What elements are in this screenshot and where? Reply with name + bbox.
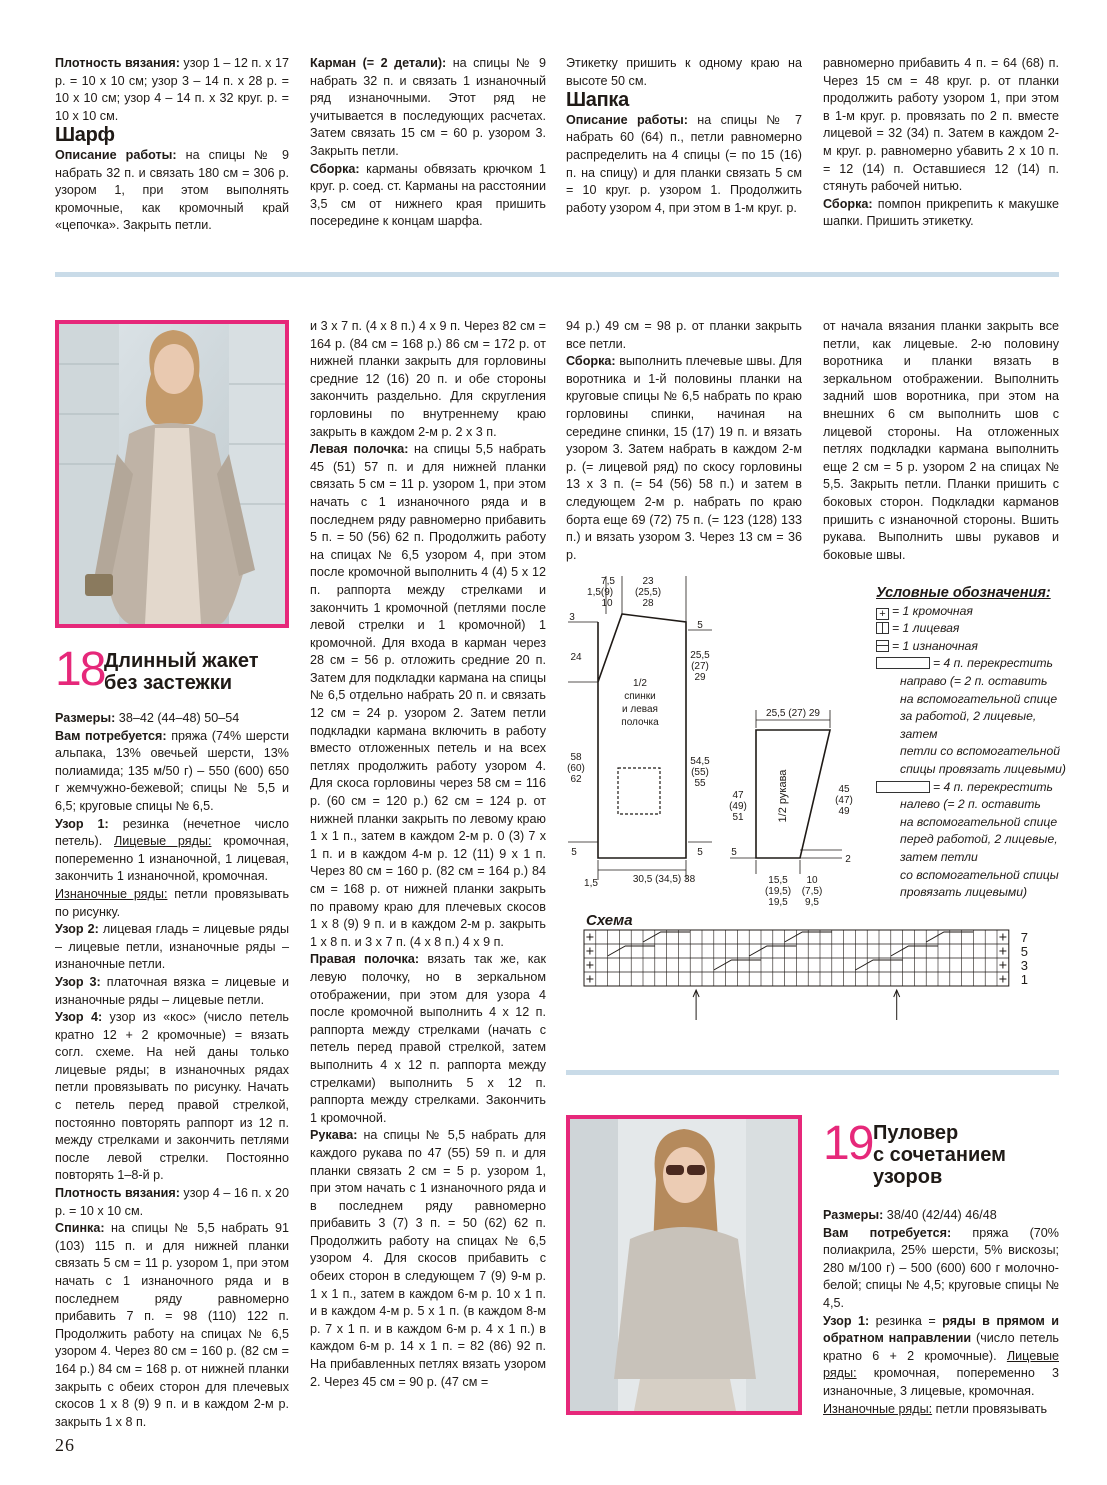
stitch2-label: Узор 2: [55,922,99,937]
label-text: Этикетку пришить к одному краю на высоте 50 см. [566,56,802,88]
lbl-15a: 1,5 [587,587,601,598]
sleeve-b6: 9,5 [805,897,819,908]
p18-density-label: Плотность вязания: [55,1186,180,1201]
legend-text-8: спицы провязать лицевыми) [900,761,1066,776]
legend-text-11: на вспомогательной спице [900,814,1058,829]
pattern-number-18: 18 [55,643,105,696]
pattern-18-title-line1: Длинный жакет [104,650,259,672]
p19-materials-label: Вам потребуется: [823,1225,952,1240]
lbl-29: 29 [694,672,706,683]
stitch1-rs-text: кромочная, попеременно 1 изнаночной, 1 лицевая, закончить 1 изнаночной, кромочная. [55,834,289,884]
p19-rs-label: Лицевые ряды: [823,1348,1059,1381]
chart-row-label: 1 [1020,972,1029,987]
sleeve-5: 5 [731,847,737,858]
pocket-text: на спицы № 9 набрать 32 п. и связать 1 изнаночный ряд изнаночными. Этот ряд не учитывается в последующих расчетах. Затем связать 15 см = 60 р. узором 3. Закрыть петли. [310,56,546,158]
edge-stitch-icon: + [876,608,889,620]
lbl-75: 7,5 [601,576,615,587]
sleeve-center-label: 1/2 рукава [777,769,789,823]
back-text: на спицы № 5,5 набрать 91 (103) 115 п. и для нижней планки связать 5 см = 11 р. узором 1, при этом начать с 1 изнаночного ряда и в последнем ряду равномерно прибавить 7 п. = 98 (110) 122 п. Продолжить работу на спицах № 6,5 узором 4. Через 80 см = 160 р. (82 см = 164 р.) 84 см = 168 р. от нижней планки закрыть с обеих сторон для плечевых скосов 1 х 8 (9) 9 п. и в каждом 2-м р. закрыть 1 х 8 п. [55,1221,289,1429]
stitch3-label: Узор 3: [55,974,101,989]
p19-stitch1-text2: (число петель кратно 6 + 2 кромочные). [823,1331,1059,1363]
stitch1-label: Узор 1: [55,816,109,831]
stitch1-ws-text: петли провязывать по рисунку. [55,886,290,919]
purl-stitch-icon [876,640,889,652]
sleeve-top-width: 25,5 (27) 29 [766,708,820,719]
chart-title: Схема [586,912,633,929]
top-col-3 [566,55,802,235]
lbl-width: 30,5 (34,5) 38 [632,874,696,885]
sleeve-2: 2 [845,854,851,865]
p19-materials-text: пряжа (70% полиакрила, 25% шерсти, 5% вискозы; 280 м/100 г) – 500 (600) 600 г молочно-белой; спицы № 4,5; круговые спицы № 4,5. [823,1225,1060,1310]
pattern-19-title-line2: с сочетанием [873,1144,1006,1166]
chart-row-label: 7 [1020,930,1029,945]
legend-item-cable-left [876,779,1066,797]
stitch1-ws-label: Изнаночные ряды: [55,886,168,901]
model-image [59,324,285,624]
legend [876,585,1066,902]
stitch4-text: узор из «кос» (число петель кратно 12 + 2 кромочные) = вязать согл. схеме. На ней даны только лицевые ряды; в изнаночных рядах петли провязывать по рисунку. Начать с петель перед правой стрелкой, постоянно повторять раппорт из 12 п. между стрелками и закончить петлями после левой стрелки. Постоянно повторять 1–8-й р. [55,1010,289,1183]
legend-text-1: = 1 лицевая [892,621,960,636]
legend-text-12: перед работой, 2 лицевые, [900,832,1058,847]
stitch1-rs-label: Лицевые ряды: [114,834,212,849]
lbl-5-br: 5 [697,847,703,858]
sleeve-49: (49) [729,801,747,812]
legend-text-7: петли со вспомогательной [900,744,1061,759]
assembly-label: Сборка: [310,161,360,176]
legend-title: Условные обозначения: [876,585,1051,601]
p19-sizes-label: Размеры: [823,1208,884,1222]
lbl-half: 1/2 [633,678,647,689]
lbl-back: спинки [624,691,656,702]
p18-col-4 [823,318,1059,562]
legend-item-cable-right [876,655,1066,673]
lbl-23: 23 [642,576,654,587]
lbl-255a: (25,5) [634,587,662,598]
hat-desc-label: Описание работы: [566,112,688,127]
pattern-19-title-line1: Пуловер [873,1122,959,1144]
legend-text-2: = 1 изнаночная [892,638,978,653]
stitch2-text: лицевая гладь = лицевые ряды – лицевые петли, изнаночные ряды – изнаночные петли. [55,922,289,972]
sizes-label: Размеры: [55,711,116,725]
lbl-55a: (55) [691,767,709,778]
lbl-5-top: 5 [697,620,703,631]
sleeve-49r: 49 [838,806,850,817]
p19-ws-text: петли провязывать [932,1401,1048,1416]
legend-text-9: = 4 п. перекрестить [933,779,1053,794]
sleeve-b3: 19,5 [768,897,788,908]
lbl-24: 24 [570,652,582,663]
p19-col [823,1207,1059,1422]
back-continued-text: и 3 х 7 п. (4 х 8 п.) 4 х 9 п. Через 82 см = 164 р. (84 см = 168 р.) 86 см = 172 р. от нижней планки закрыть для горловины средние 12 (16) 20 п. и обе стороны закончить раздельно. Для скругления горловины по внутреннему краю закрыть в каждом 2-м р. 2 х 3 п. [310,319,546,439]
top-col-2 [310,55,546,235]
cable-right-icon [876,657,930,669]
p18-col-3 [566,318,802,562]
stitch-chart [584,930,1034,1022]
left-front-text: на спицы 5,5 набрать 45 (51) 57 п. и для нижней планки связать 5 см = 11 р. узором 1, при этом начать с 1 изнаночного ряда и в последнем ряду равномерно прибавить 5 п. = 50 (56) 62 п. Продолжить работу на спицах № 6,5 узором 4, при этом после кромочной выполнить 4 (4) 5 х 12 п. раппорта между стрелками и закончить 1 кромочной (петлями после левой стрелки и 1 кромочной) 1 кромочной. Для входа в карман через 28 см = 56 р. отложить средние 20 п. Затем для подкладки кармана на спицы № 6,5 отдельно набрать 20 п. и связать 12 см = 24 р. узором 2. Затем петли подкладки кармана включить в работу вместо отложенных петель и на всех петлях продолжить работу узором 4. Для скоса горловины через 58 см = 116 р. (60 см = 120 р.) 62 см = 124 р. от нижней планки закрыть по левому краю 1 х 1 п., затем в каждом 2-м р. 0 (3) 7 х 1 п. и в каждом 4-м р. 12 (11) 9 х 1 п. Через 80 см = 160 р. (82 см = 164 р.) 84 см = 168 р. от нижней планки закрыть по правому краю для плечевых скосов 1 х 8 (9) 9 п. и в каждом 2-м р. закрыть 1 х 8 п. и 3 х 7 п. (4 х 8 п.) 4 х 9 п. [310,442,546,949]
assembly-text: карманы обвязать крючком 1 круг. р. соед. ст. Карманы на расстоянии 3,5 см от нижнего края пришить посередине к концам шарфа. [310,161,546,229]
lbl-58: 58 [570,752,582,763]
sleeves-text: на спицы № 5,5 набрать для каждого рукава по 47 (55) 59 п. и для планки связать 2 см = 5 р. узором 1, при этом начать с 1 изнаночного ряда и в последнем ряду равномерно прибавить 3 (7) 3 п. = 50 (62) 62 п. Продолжить работу на спицах № 6,5 узором 4. Для скосов прибавить с обеих сторон в следующем 7 (9) 9-м р. 1 х 1 п., затем в каждом 6-м р. 10 х 1 п. и в каждом 4-м р. 5 х 1 п. (в каждом 8-м р. 7 х 1 п. и в каждом 6-м р. 4 х 1 п.) в каждом 6-м р. 14 х 1 п. = 82 (86) 92 п. На прибавленных петлях вязать узором 2. Через 45 см = 90 р. (47 см = [310,1128,546,1389]
back-label: Спинка: [55,1221,105,1236]
lbl-62: 62 [570,774,582,785]
lbl-545: 54,5 [690,756,710,767]
pattern-19-title [873,1122,1053,1188]
lbl-255: 25,5 [690,650,710,661]
legend-item-edge [876,603,1066,621]
pocket-label: Карман (= 2 детали): [310,56,447,70]
legend-text-10: налево (= 2 п. оставить [900,797,1041,812]
p19-sizes-text: 38/40 (42/44) 46/48 [883,1208,997,1222]
lbl-60: (60) [567,763,585,774]
sizes-text: 38–42 (44–48) 50–54 [115,711,240,725]
lbl-55b: 55 [694,778,706,789]
sleeve-b4: 10 [806,875,818,886]
p19-ws-label: Изнаночные ряды: [823,1401,933,1416]
hat-assembly-text: помпон прикрепить к макушке шапки. Пришить этикетку. [823,196,1059,229]
pattern-18-title-line2: без застежки [104,672,233,694]
sleeve-b5: (7,5) [801,886,823,897]
p18-density-text: узор 4 – 16 п. х 20 р. = 10 х 10 см. [55,1186,289,1218]
lbl-27: (27) [691,661,709,672]
photo-pullover [566,1115,802,1415]
hat-desc-text: на спицы № 7 набрать 60 (64) п., петли равномерно распределить на 4 спицы (= по 15 (16) п. на спицу) и для планки связать 5 см = 10 круг. р. узором 1. Продолжить работу узором 4, при этом в 1-м круг. р. [566,112,802,215]
cable-left-icon [876,781,930,793]
chart-row-label: 3 [1020,958,1029,973]
density-text: узор 1 – 12 п. х 17 р. = 10 х 10 см; узор 3 – 14 п. х 28 р. = 10 х 10 см; узор 4 – 14 п. х 32 круг. р. = 10 х 10 см. [55,56,289,123]
top-col-4 [823,55,1059,235]
lbl-3: 3 [569,612,575,623]
p19-stitch1-text: резинка = [869,1313,943,1328]
scarf-heading: Шарф [55,124,115,147]
hat-continued-text: равномерно прибавить 4 п. = 64 (68) п. Через 15 см = 48 круг. р. от планки продолжить работу узором 1, при этом в 1-м круг. р. провязать по 2 п. вместе лицевой = 32 (34) п. Затем в каждом 2-м круг. р. равномерно убавить 2 х 10 п. = 12 (14) п. Оставшиеся 12 (14) п. стянуть рабочей нитью. [823,56,1059,194]
legend-text-0: = 1 кромочная [892,603,973,618]
top-col-1 [55,55,289,235]
p18-col-1 [55,710,290,1429]
page-number: 26 [55,1435,75,1455]
pattern-number-19: 19 [823,1117,873,1170]
section-divider-bottom [566,1070,1059,1075]
sleeves-label: Рукава: [310,1128,358,1143]
legend-text-15: провязать лицевыми) [900,885,1028,900]
lbl-5-bl: 5 [571,847,577,858]
left-front-label: Левая полочка: [310,442,409,457]
legend-item-knit [876,620,1066,638]
legend-text-6: за работой, 2 лицевые, затем [900,709,1037,741]
sleeves-continued-text: 94 р.) 49 см = 98 р. от планки закрыть все петли. [566,319,802,351]
p18-assembly-label: Сборка: [566,354,616,369]
p19-rs-text: кромочная, попеременно 3 изнаночные, 3 лицевые, кромочная. [823,1366,1059,1398]
stitch3-text: платочная вязка = лицевые и изнаночные ряды – лицевые петли. [55,974,289,1007]
p18-assembly-continued-text: от начала вязания планки закрыть все петли, как лицевые. 2-ю половину воротника и планки вязать в зеркальном отображении. Выполнить задний шов воротника, при этом на внешних 6 см выполнить шов с лицевой стороны. На отложенных петлях подкладки кармана выполнить еще 2 см = 5 р. узором 2 на спицах № 5,5. Закрыть петли. Планки пришить с боковых сторон. Подкладки карманов пришить с изнаночной стороны. Вшить рукава. Выполнить швы рукавов и боковые швы. [823,319,1059,562]
model-image-19 [570,1119,798,1411]
density-label: Плотность вязания: [55,56,180,70]
legend-item-purl [876,638,1066,656]
right-front-text: вязать так же, как левую полочку, но в зеркальном отображении, при этом для узора 4 после кромочной выполнить 4 х 12 п. раппорта между стрелками (начать с петель перед правой стрелкой, затем выполнить 4 х 12 п. раппорта между стрелками) выполнить 5 х 12 п. раппорта между стрелками. Закончить 1 кромочной. [310,952,546,1125]
lbl-28: 28 [642,598,654,609]
lbl-9: (9) [600,587,614,598]
body-schematic [560,570,720,895]
stitch4-label: Узор 4: [55,1010,103,1025]
scarf-desc-label: Описание работы: [55,147,177,162]
hat-assembly-label: Сборка: [823,196,873,211]
p18-assembly-text: выполнить плечевые швы. Для воротника и 1-й половины планки на круговые спицы № 6,5 набрать по краю горловины спинки, начиная на середине спинки, 15 (17) 19 п. и вязать узором 3. Затем набрать в каждом 2-м р. (= лицевой ряд) по скосу горловины 13 х 3 п. (= 54 (56) 58 п.) и затем в следующем 2-м р. набрать по краю борта еще 69 (72) 75 п. (= 123 (128) 133 п.) и вязать узором 3. Через 13 см = 36 р. [566,354,802,562]
pattern-19-title-line3: узоров [873,1166,943,1188]
stitch1-text: резинка (нечетное число петель). [55,816,289,849]
sleeve-b1: 15,5 [768,875,788,886]
lbl-and-left: и левая [622,704,658,715]
legend-text-5: на вспомогательной спице [900,691,1058,706]
sleeve-45: 45 [838,784,850,795]
pattern-18-title [104,650,284,694]
p18-col-2 [310,318,546,1423]
legend-text-14: со вспомогательной спицы [900,867,1059,882]
photo-long-cardigan [55,320,289,628]
materials-text: пряжа (74% шерсти альпака, 13% овечьей шерсти, 13% полиамида; 135 м/50 г) – 550 (600) 650 г жемчужно-бежевой; спицы № 5,5 и 6,5; круговые спицы № 6,5. [55,728,290,813]
sleeve-47: 47 [732,790,744,801]
p19-stitch1-label: Узор 1: [823,1313,870,1328]
lbl-10: 10 [601,598,613,609]
right-front-label: Правая полочка: [310,952,420,967]
legend-text-13: затем петли [900,849,978,864]
scarf-desc-text: на спицы № 9 набрать 32 п. и связать 180 см = 306 р. узором 1, при этом выполнять кромочные, как кромочный край «цепочка». Закрыть петли. [55,147,289,233]
sleeve-47r: (47) [835,795,853,806]
knit-stitch-icon [876,622,889,634]
hat-heading: Шапка [566,89,629,112]
lbl-front: полочка [621,717,659,728]
lbl-15b: 1,5 [584,878,598,889]
materials-label: Вам потребуется: [55,728,167,743]
section-divider-top [55,272,1059,277]
sleeve-b2: (19,5) [764,886,792,897]
legend-text-4: направо (= 2 п. оставить [900,673,1048,688]
sleeve-51: 51 [732,812,744,823]
chart-row-label: 5 [1020,944,1029,959]
p19-stitch1-bold: ряды в прямом и обратном направлении [823,1313,1059,1346]
sleeve-schematic [720,700,860,910]
legend-text-3: = 4 п. перекрестить [933,656,1053,671]
